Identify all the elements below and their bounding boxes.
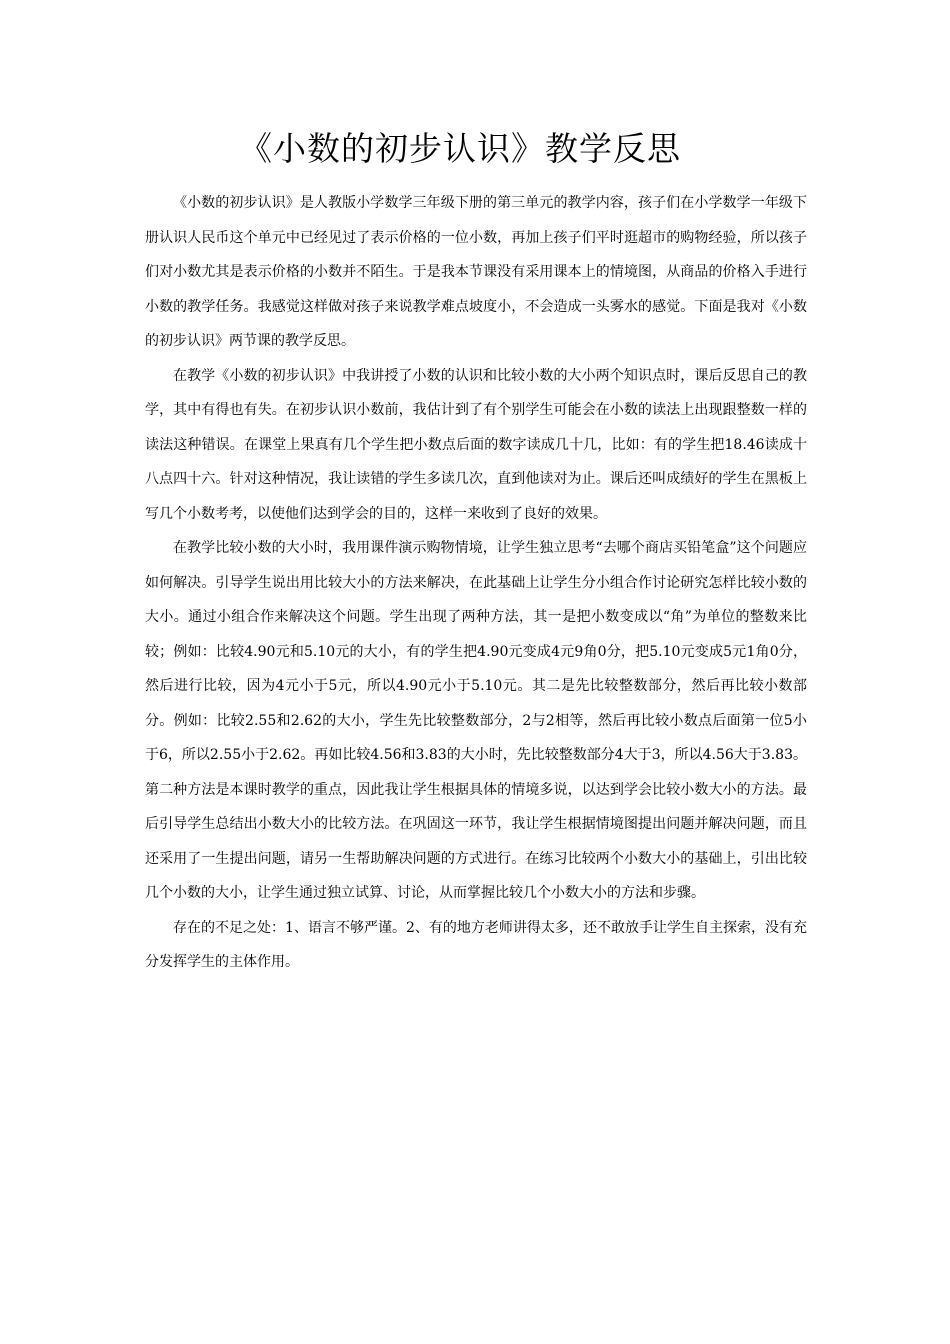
paragraph-comparing-decimals: 在教学比较小数的大小时，我用课件演示购物情境，让学生独立思考“去哪个商店买铅笔盒”这个问题应如何解决。引导学生说出用比较大小的方法来解决，在此基础上让学生分小组合作讨论研究怎样比较小数的大小。通过小组合作来解决这个问题。学生出现了两种方法，其一是把小数变成以“角”为单位的整数来比较；例如：比较4.90元和5.10元的大小，有的学生把4.90元变成4元9角0分，把5.10元变成5元1角0分，然后进行比较，因为4元小于5元，所以4.90元小于5.10元。其二是先比较整数部分，然后再比较小数部分。例如：比较2.55和2.62的大小，学生先比较整数部分，2与2相等，然后再比较小数点后面第一位5小于6，所以2.55小于2.62。再如比较4.56和3.83的大小时，先比较整数部分4大于3，所以4.56大于3.83。第二种方法是本课时教学的重点，因此我让学生根据具体的情境多说，以达到学会比较小数大小的方法。最后引导学生总结出小数大小的比较方法。在巩固这一环节，我让学生根据情境图提出问题并解决问题，而且还采用了一生提出问题，请另一生帮助解决问题的方式进行。在练习比较两个小数大小的基础上，引出比较几个小数的大小，让学生通过独立试算、讨论，从而掌握比较几个小数大小的方法和步骤。	[145, 540, 807, 901]
paragraph-shortcomings: 存在的不足之处：1、语言不够严谨。2、有的地方老师讲得太多，还不敢放手让学生自主探索，没有充分发挥学生的主体作用。	[145, 919, 807, 970]
paragraph-intro: 《小数的初步认识》是人教版小学数学三年级下册的第三单元的教学内容，孩子们在小学数学一年级下册认识人民币这个单元中已经见过了表示价格的一位小数，再加上孩子们平时逛超市的购物经验，所以孩子们对小数尤其是表示价格的小数并不陌生。于是我本节课没有采用课本上的情境图，从商品的价格入手进行小数的教学任务。我感觉这样做对孩子来说教学难点坡度小，不会造成一头雾水的感觉。下面是我对《小数的初步认识》两节课的教学反思。	[145, 195, 807, 349]
document-title: 《小数的初步认识》教学反思	[239, 129, 681, 168]
paragraph-reading-decimals: 在教学《小数的初步认识》中我讲授了小数的认识和比较小数的大小两个知识点时，课后反思自己的教学，其中有得也有失。在初步认识小数前，我估计到了有个别学生可能会在小数的读法上出现跟整数一样的读法这种错误。在课堂上果真有几个学生把小数点后面的数字读成几十几，比如：有的学生把18.46读成十八点四十六。针对这种情况，我让读错的学生多读几次，直到他读对为止。课后还叫成绩好的学生在黑板上写几个小数考考，以使他们达到学会的目的，这样一来收到了良好的效果。	[145, 367, 807, 522]
document-body	[145, 186, 807, 980]
